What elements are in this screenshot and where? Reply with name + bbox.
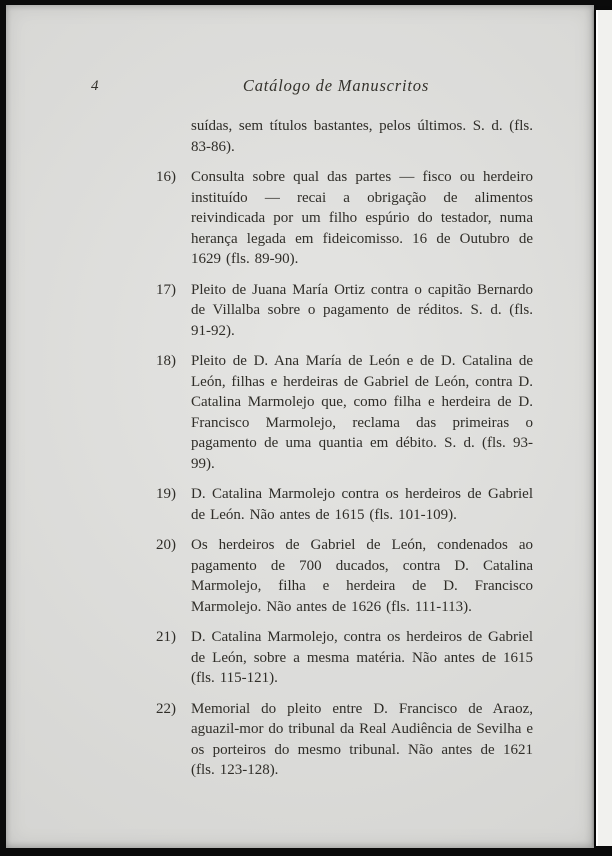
entry-text: D. Catalina Marmolejo, contra os herdeiros de Gabriel de León, sobre a mesma matéria. Não antes de 1615 (fls. 115-121). bbox=[191, 629, 533, 686]
book-page bbox=[6, 5, 594, 848]
entry-text: suídas, sem títulos bastantes, pelos últimos. S. d. (fls. 83-86). bbox=[191, 118, 533, 155]
entry-text: D. Catalina Marmolejo contra os herdeiros de Gabriel de León. Não antes de 1615 (fls. 101-109). bbox=[191, 486, 533, 523]
catalog-entry-16 bbox=[156, 167, 533, 270]
entry-number: 19) bbox=[156, 486, 176, 502]
entry-text: Pleito de D. Ana María de León e de D. Catalina de León, filhas e herdeiras de Gabriel de León, contra D. Catalina Marmolejo que, como filha e herdeira de D. Francisco Marmolejo, reclama das primeiras o pagamento de uma quantia em débito. S. d. (fls. 93-99). bbox=[191, 353, 533, 472]
catalog-entry-20 bbox=[156, 535, 533, 617]
entry-text: Pleito de Juana María Ortiz contra o capitão Bernardo de Villalba sobre o pagamento de réditos. S. d. (fls. 91-92). bbox=[191, 281, 533, 339]
catalog-entry-22 bbox=[156, 699, 533, 781]
entry-number: 22) bbox=[156, 700, 176, 717]
entry-number: 21) bbox=[156, 629, 176, 645]
catalog-entry-21 bbox=[156, 627, 533, 689]
catalog-entry-18 bbox=[156, 351, 533, 474]
adjacent-page-edge bbox=[596, 10, 612, 846]
entry-number: 16) bbox=[156, 169, 176, 185]
entry-number: 18) bbox=[156, 353, 176, 369]
catalog-entry-continuation bbox=[156, 116, 533, 157]
entry-number: 20) bbox=[156, 537, 176, 553]
entry-number bbox=[156, 116, 191, 157]
entry-text: Os herdeiros de Gabriel de León, condenados ao pagamento de 700 ducados, contra D. Catalina Marmolejo, filha e herdeira de D. Francisco Marmolejo. Não antes de 1626 (fls. 111-113). bbox=[191, 537, 533, 615]
entry-number: 17) bbox=[156, 281, 176, 298]
entry-text: Consulta sobre qual das partes — fisco ou herdeiro instituído — recai a obrigação de alimentos reivindicada por um filho espúrio do testador, numa herança legada em fideicomisso. 16 de Outubro de 1629 (fls. 89-90). bbox=[191, 169, 533, 267]
page-number: 4 bbox=[91, 78, 99, 94]
running-title: Catálogo de Manuscritos bbox=[242, 76, 430, 95]
catalog-entries bbox=[156, 116, 533, 791]
catalog-entry-19 bbox=[156, 484, 533, 525]
running-head bbox=[6, 76, 612, 100]
entry-text: Memorial do pleito entre D. Francisco de Araoz, aguazil-mor do tribunal da Real Audiência de Sevilha e os porteiros do mesmo tribunal. Não antes de 1621 (fls. 123-128). bbox=[191, 700, 533, 778]
catalog-entry-17 bbox=[156, 280, 533, 342]
